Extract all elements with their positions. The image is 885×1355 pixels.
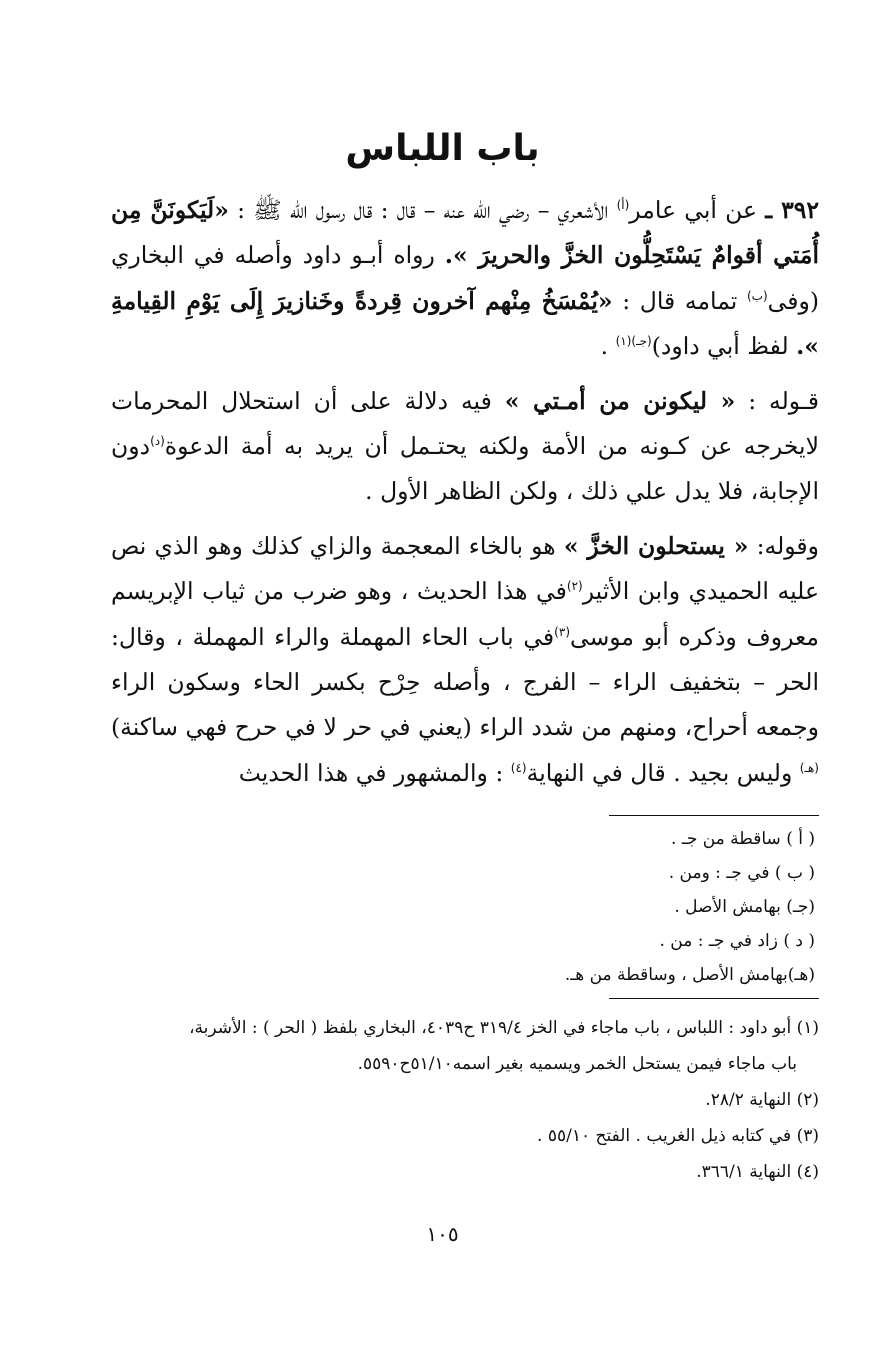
commentary-text: دون الإجابة، فلا يدل علي ذلك ، ولكن الظاهر الأول .	[111, 432, 819, 506]
variant-note: (جـ) بهامش الأصل .	[674, 897, 815, 917]
commentary-text: في باب الحاء المهملة والراء المهملة ، وقال: الحر – بتخفيف الراء – الفرج ، وأصله حِرْح بكسر الحاء وسكون الراء وجمعه أحراح، ومنهم من شدد الراء (يعني في حر لا في حرح فهي ساكنة)	[111, 622, 819, 742]
hadith-paragraph	[111, 188, 819, 370]
hadith-number: ٣٩٢ ـ	[765, 196, 819, 224]
hadith-text: تمامه قال :	[612, 286, 747, 315]
variant-note: ( أ ) ساقطة من جـ .	[671, 829, 815, 849]
footnote-mark: (٤)	[510, 761, 527, 776]
variant-mark: (د)	[150, 434, 165, 449]
footnote: (١) أبو داود : اللباس ، باب ماجاء في الخز ٣١٩/٤ ح٤٠٣٩، البخاري بلفظ ( الحر ) : الأشربة،	[189, 1018, 819, 1038]
hadith-text: .	[600, 332, 616, 361]
footnote: (٤) النهاية ٣٦٦/١.	[696, 1162, 819, 1182]
hadith-text: الأشعري – رضي الله عنه – قال : قال رسول الله ﷺ :	[228, 196, 617, 224]
commentary-text: فيه دلالة على أن استحلال المحرمات لايخرجه عن كـونه من الأمة ولكنه يحتـمل أن يريد به أمة الدعوة	[111, 386, 819, 461]
commentary-text: وليس بجيد . قال في النهاية	[526, 758, 800, 787]
footnotes-divider	[609, 998, 819, 999]
chapter-title: باب اللباس	[345, 128, 540, 169]
commentary-paragraph	[111, 379, 819, 515]
footnote-continuation: باب ماجاء فيمن يستحل الخمر ويسميه بغير اسمه٥١/١٠ح٥٥٩٠.	[357, 1054, 797, 1074]
variant-mark: (أ)	[616, 198, 630, 213]
commentary-text: : والمشهور في هذا الحديث	[238, 758, 511, 787]
variant-mark: (هـ)	[799, 761, 819, 776]
variant-note: (هـ)بهامش الأصل ، وساقطة من هـ.	[564, 965, 815, 985]
commentary-quote: « ليكونن من أمـتي »	[504, 386, 736, 415]
hadith-text: عن أبي عامر	[629, 196, 758, 224]
footnote-mark: (٣)	[554, 624, 570, 639]
variant-note: ( د ) زاد في جـ : من .	[659, 931, 815, 951]
variant-mark: (ب)	[746, 288, 768, 303]
variant-note: ( ب ) في جـ : ومن .	[668, 863, 815, 883]
variant-notes-divider	[609, 815, 819, 816]
commentary-paragraph	[111, 524, 819, 796]
commentary-text: هو بالخاء المعجمة والزاي كذلك وهو الذي نص عليه الحميدي وابن الأثير	[111, 531, 819, 606]
hadith-text: رواه أبـو داود وأصله في البخاري (وفى	[111, 241, 819, 315]
commentary-text: قـوله :	[735, 386, 819, 415]
variant-notes	[115, 822, 815, 992]
hadith-quote: «يُمْسَخُ مِنْهم آخرون قِردةً وخَنازيرَ إِلَى يَوْمِ القِيامةِ ».	[111, 286, 819, 361]
footnote: (٢) النهاية ٢٨/٢.	[705, 1090, 819, 1110]
footnote-mark: (جـ)(١)	[615, 334, 652, 349]
footnotes	[109, 1010, 819, 1190]
hadith-text: لفظ أبي داود)	[651, 332, 797, 361]
main-text	[111, 188, 819, 805]
footnote: (٣) في كتابه ذيل الغريب . الفتح ٥٥/١٠ .	[537, 1126, 819, 1146]
commentary-quote: « يستحلون الخزَّ »	[563, 531, 749, 560]
page-number: ١٠٥	[426, 1222, 459, 1246]
hadith-quote: «لَيَكونَنَّ مِن أُمَتي أقوامٌ يَسْتَحِلُّون الخزَّ والحريرَ ».	[111, 196, 819, 270]
commentary-text: في هذا الحديث ، وهو ضرب من ثياب الإبريسم معروف وذكره أبو موسى	[111, 577, 819, 651]
footnote-mark: (٢)	[566, 579, 583, 594]
commentary-text: وقوله:	[748, 531, 820, 560]
